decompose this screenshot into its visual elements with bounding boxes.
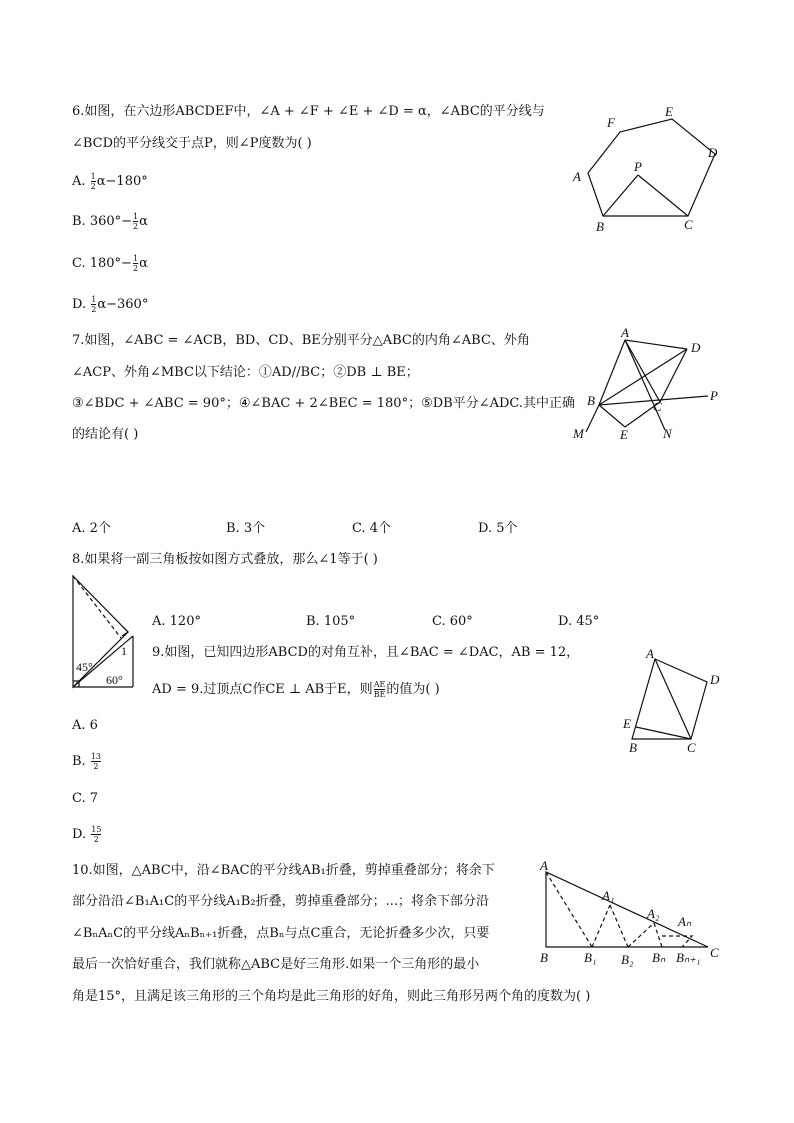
stem-text: AD = 9.过顶点C作CE ⊥ AB于E，则 xyxy=(152,682,373,697)
q7-option-c[interactable]: C. 4个 xyxy=(352,521,392,536)
option-text: α xyxy=(139,256,148,271)
q9-option-c[interactable]: C. 7 xyxy=(72,791,99,806)
fraction: $\frac{1}{2}$ xyxy=(90,172,96,191)
q6-stem-line1: 6.如图，在六边形ABCDEF中，∠A + ∠F + ∠E + ∠D = α，∠ABC的平分线与 xyxy=(72,104,545,119)
segment-ab xyxy=(599,340,625,405)
label-a: A xyxy=(646,646,654,661)
q7-triangle-figure xyxy=(565,325,740,450)
q7-stem-line1: 7.如图，∠ABC = ∠ACB，BD、CD、BE分别平分△ABC的内角∠ABC、外角 xyxy=(72,333,530,348)
fraction-ae-be: $\frac{AE}{BE}$ xyxy=(373,680,386,699)
q6-option-d[interactable] xyxy=(72,295,148,314)
q8-option-b[interactable]: B. 105° xyxy=(306,614,356,629)
q10-stem-line1: 10.如图，△ABC中，沿∠BAC的平分线AB₁折叠，剪掉重叠部分；将余下 xyxy=(72,863,495,878)
q8-option-d[interactable]: D. 45° xyxy=(558,614,600,629)
label-b: B xyxy=(629,740,637,755)
label-a: A xyxy=(540,860,548,873)
label-c: C xyxy=(687,740,696,755)
segment-ad xyxy=(625,340,687,349)
q7-stem-line2: ∠ACP、外角∠MBC以下结论：①AD//BC；②DB ⊥ BE； xyxy=(72,365,419,380)
stem-text: 的值为( ) xyxy=(386,682,440,697)
q6-stem-line2: ∠BCD的平分线交于点P，则∠P度数为( ) xyxy=(72,136,312,151)
label-d: D xyxy=(708,145,718,160)
label-c: C xyxy=(653,399,662,414)
label-e: E xyxy=(665,104,673,119)
option-text: α xyxy=(139,214,148,229)
q10-folding-figure xyxy=(532,860,732,970)
option-letter: A. xyxy=(72,174,90,189)
q6-option-a[interactable] xyxy=(72,172,148,191)
q9-option-d[interactable] xyxy=(72,825,102,844)
q9-stem-line2 xyxy=(152,680,440,699)
dashed-line xyxy=(73,576,121,638)
label-45: 45° xyxy=(76,660,93,674)
option-letter: D. xyxy=(72,297,91,312)
q8-stem: 8.如果将一副三角板按如图方式叠放，那么∠1等于( ) xyxy=(72,552,378,567)
q9-quadrilateral-figure xyxy=(615,642,730,757)
quad-abcd xyxy=(632,659,707,739)
label-a: A xyxy=(621,325,629,340)
q10-stem-line4: 最后一次恰好重合，我们就称△ABC是好三角形.如果一个三角形的最小 xyxy=(72,957,480,972)
label-1: 1 xyxy=(121,644,127,658)
label-b1: B₁ xyxy=(584,950,597,965)
fold-b2a2 xyxy=(628,923,654,947)
label-b: B xyxy=(596,219,604,234)
q8-option-c[interactable]: C. 60° xyxy=(432,614,473,629)
label-c: C xyxy=(710,945,719,960)
label-b2: B₂ xyxy=(621,952,634,967)
q7-option-a[interactable]: A. 2个 xyxy=(72,521,111,536)
fraction: $\frac{13}{2}$ xyxy=(90,752,102,771)
diagonal-ac xyxy=(655,659,691,739)
q6-option-b[interactable] xyxy=(72,212,148,231)
q10-stem-line2: 部分沿沿∠B₁A₁C的平分线A₁B₂折叠，剪掉重叠部分；...；将余下部分沿 xyxy=(72,894,489,909)
label-m: M xyxy=(573,426,584,441)
label-bn: Bₙ xyxy=(652,950,666,965)
option-letter: D. xyxy=(72,827,91,842)
q10-stem-line3: ∠BₙAₙC的平分线AₙBₙ₊₁折叠，点Bₙ与点C重合，无论折叠多少次，只要 xyxy=(72,926,490,941)
right-angle-mark xyxy=(122,626,128,636)
label-c: C xyxy=(684,217,693,232)
segment-be xyxy=(599,405,625,427)
bisector-cp xyxy=(638,175,688,216)
segment-ce xyxy=(636,727,691,739)
label-d: D xyxy=(710,672,720,687)
hexagon-outline xyxy=(588,119,715,216)
label-e: E xyxy=(623,716,631,731)
q7-option-d[interactable]: D. 5个 xyxy=(478,521,518,536)
fraction: $\frac{15}{2}$ xyxy=(91,825,102,844)
q8-triangles-figure xyxy=(66,570,148,692)
label-f: F xyxy=(607,115,615,130)
label-a: A xyxy=(573,169,581,184)
label-e: E xyxy=(620,427,628,442)
q6-option-c[interactable] xyxy=(72,254,148,273)
label-d: D xyxy=(691,340,701,355)
bisector-bp xyxy=(603,175,638,216)
q7-stem-line4: 的结论有( ) xyxy=(72,427,139,442)
segment-ac xyxy=(625,340,660,402)
label-60: 60° xyxy=(106,673,123,687)
option-text: C. 180°− xyxy=(72,256,132,271)
option-letter: B. xyxy=(72,754,90,769)
q9-stem-line1: 9.如图，已知四边形ABCD的对角互补，且∠BAC = ∠DAC，AB = 12， xyxy=(152,645,580,660)
segment-bd xyxy=(599,349,687,405)
label-b: B xyxy=(587,393,595,408)
label-an: Aₙ xyxy=(678,914,692,929)
option-text: α−180° xyxy=(96,174,148,189)
fraction: $\frac{1}{2}$ xyxy=(133,212,139,231)
label-p: P xyxy=(634,159,642,174)
option-text: B. 360°− xyxy=(72,214,133,229)
q7-option-b[interactable]: B. 3个 xyxy=(226,521,266,536)
label-b: B xyxy=(540,950,548,965)
q10-stem-line5: 角是15°，且满足该三角形的三个角均是此三角形的好角，则此三角形另两个角的度数为( ) xyxy=(72,989,591,1004)
fold-a1b2 xyxy=(610,905,628,947)
q9-option-b[interactable] xyxy=(72,752,102,771)
label-a2: A₂ xyxy=(647,906,660,921)
fold-b1a1 xyxy=(592,905,610,947)
label-bn1: Bₙ₊₁ xyxy=(676,950,701,965)
label-a1: A₁ xyxy=(602,888,615,903)
fraction: $\frac{1}{2}$ xyxy=(91,295,97,314)
q8-option-a[interactable]: A. 120° xyxy=(152,614,201,629)
label-n: N xyxy=(663,426,672,441)
label-p: P xyxy=(710,388,718,403)
q9-option-a[interactable]: A. 6 xyxy=(72,718,98,733)
fraction: $\frac{1}{2}$ xyxy=(132,254,139,273)
q7-stem-line3: ③∠BDC + ∠ABC = 90°；④∠BAC + 2∠BEC = 180°；⑤DB平分∠ADC.其中正确 xyxy=(72,396,576,411)
option-text: α−360° xyxy=(97,297,149,312)
fold-a2bn xyxy=(654,923,662,947)
q6-hexagon-figure xyxy=(560,95,735,240)
ray-bm xyxy=(586,405,599,432)
